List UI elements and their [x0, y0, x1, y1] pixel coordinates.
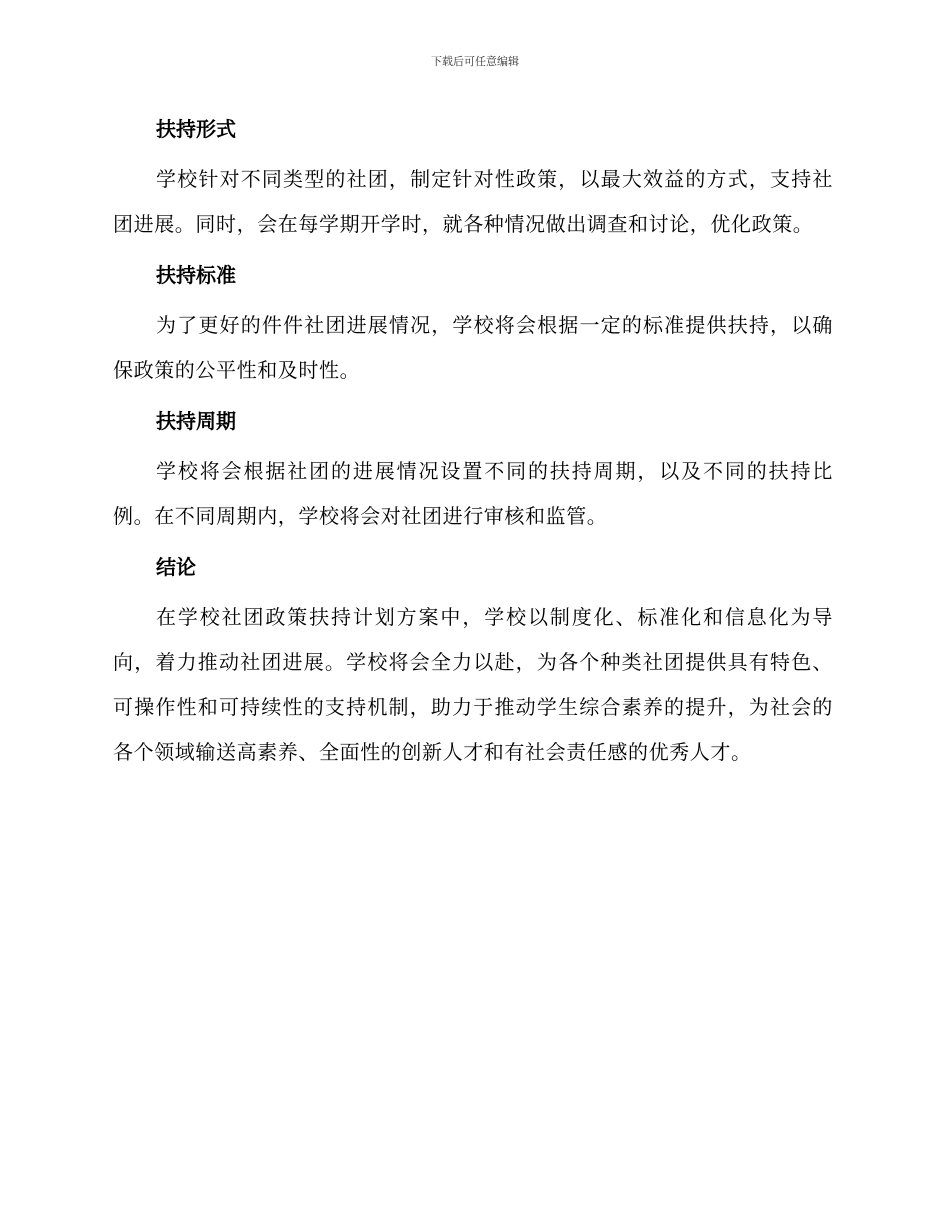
section-conclusion: [113, 551, 833, 775]
section-support-period: [113, 405, 833, 539]
section-heading: 扶持标准: [156, 263, 236, 287]
section-paragraph: 学校针对不同类型的社团，制定针对性政策，以最大效益的方式，支持社团进展。同时，会在每学期开学时，就各种情况做出调查和讨论，优化政策。: [113, 167, 833, 236]
section-paragraph: 在学校社团政策扶持计划方案中，学校以制度化、标准化和信息化为导向，着力推动社团进展。学校将会全力以赴，为各个种类社团提供具有特色、可操作性和可持续性的支持机制，助力于推动学生综合素养的提升，为社会的各个领域输送高素养、全面性的创新人才和有社会责任感的优秀人才。: [113, 605, 833, 764]
section-paragraph: 学校将会根据社团的进展情况设置不同的扶持周期，以及不同的扶持比例。在不同周期内，学校将会对社团进行审核和监管。: [113, 459, 833, 528]
section-support-form: [113, 113, 833, 247]
document-body: [113, 113, 833, 775]
section-heading: 扶持周期: [156, 409, 236, 433]
page-header: 下载后可任意编辑: [431, 55, 519, 68]
section-heading: 结论: [156, 555, 196, 579]
section-heading: 扶持形式: [156, 117, 236, 141]
section-paragraph: 为了更好的件件社团进展情况，学校将会根据一定的标准提供扶持，以确保政策的公平性和及时性。: [113, 313, 833, 382]
section-support-standard: [113, 259, 833, 393]
